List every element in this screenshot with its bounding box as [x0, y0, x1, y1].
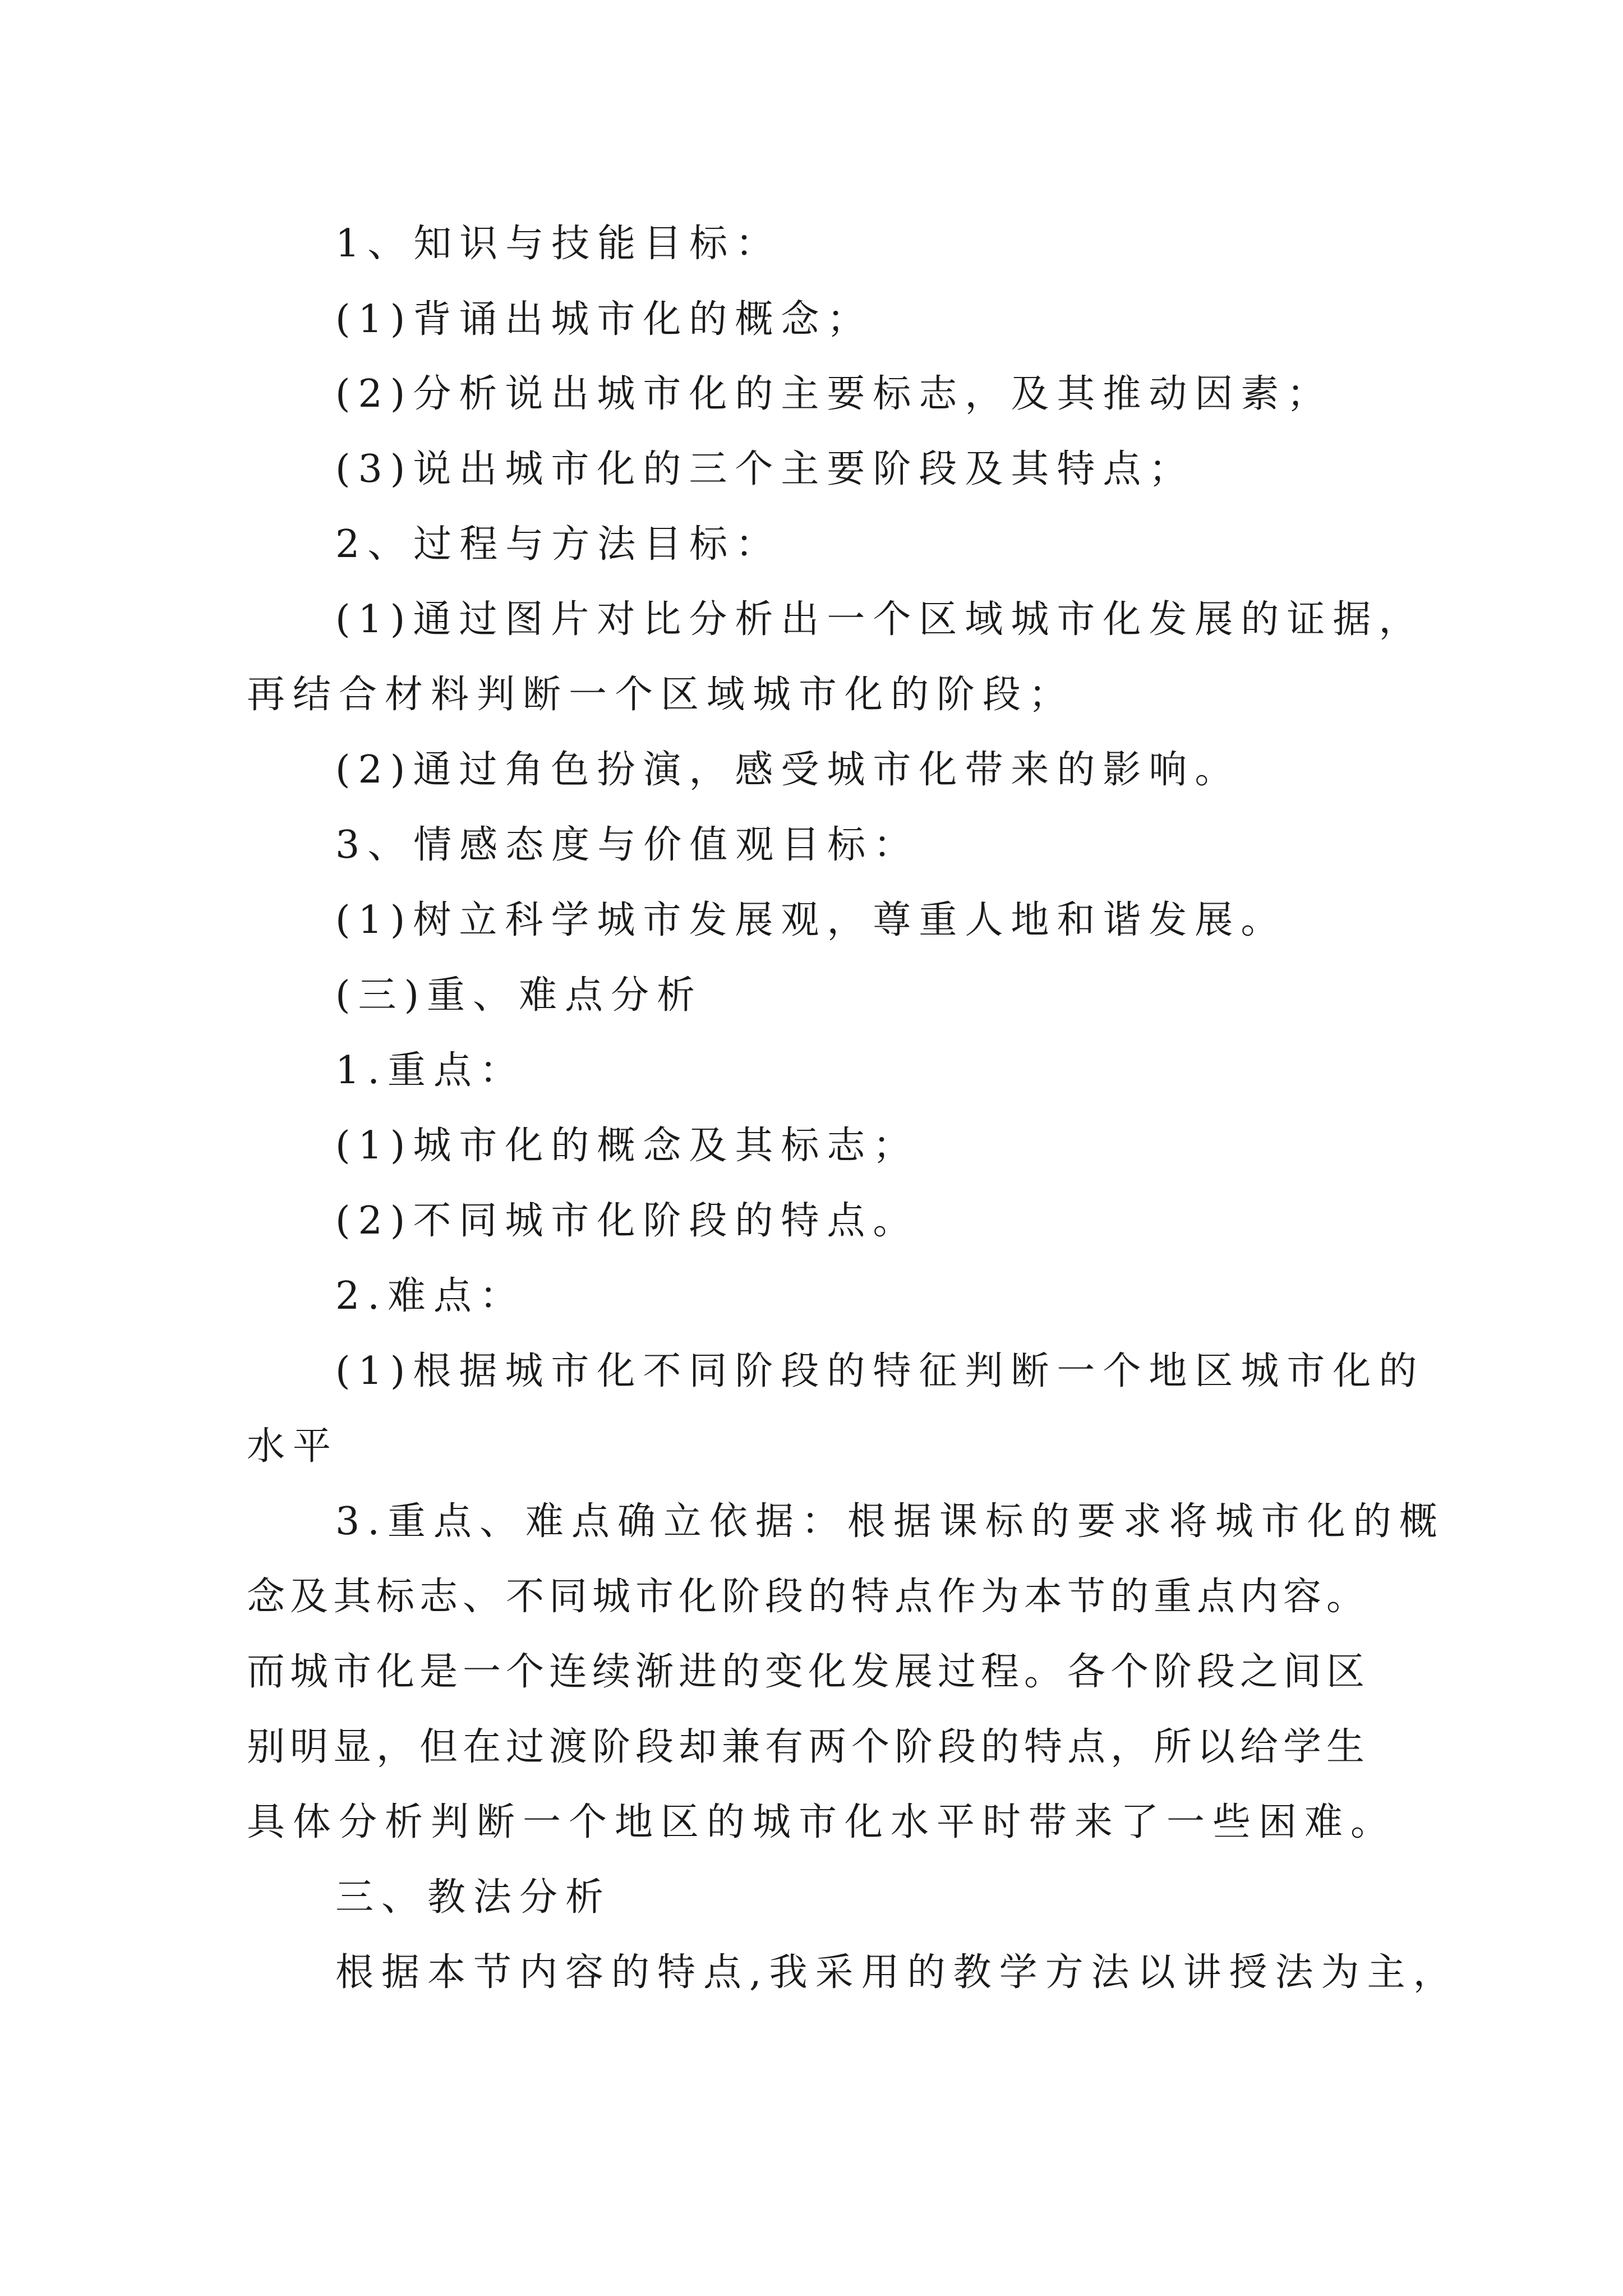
difficult-point-1: (1)根据城市化不同阶段的特征判断一个地区城市化的 — [335, 1349, 1425, 1393]
difficult-point-1-continued: 水平 — [247, 1424, 339, 1469]
key-points-heading: 1.重点： — [335, 1048, 525, 1093]
process-item-1: (1)通过图片对比分析出一个区域城市化发展的证据， — [335, 597, 1425, 642]
objective-knowledge-heading: 1、知识与技能目标： — [335, 222, 782, 266]
objective-item-1: (1)背诵出城市化的概念； — [335, 297, 873, 342]
key-difficult-section-heading: (三)重、难点分析 — [335, 973, 703, 1018]
key-point-2: (2)不同城市化阶段的特点。 — [335, 1199, 919, 1243]
objective-item-2: (2)分析说出城市化的主要标志，及其推动因素； — [335, 372, 1333, 416]
process-item-2: (2)通过角色扮演，感受城市化带来的影响。 — [335, 748, 1241, 792]
objective-item-3: (3)说出城市化的三个主要阶段及其特点； — [335, 447, 1195, 491]
basis-paragraph-line-4: 别明显，但在过渡阶段却兼有两个阶段的特点，所以给学生 — [247, 1725, 1370, 1769]
basis-paragraph-line-3: 而城市化是一个连续渐进的变化发展过程。各个阶段之间区 — [247, 1650, 1370, 1694]
teaching-method-heading: 三、教法分析 — [335, 1875, 612, 1920]
basis-paragraph-line-2: 念及其标志、不同城市化阶段的特点作为本节的重点内容。 — [247, 1575, 1370, 1619]
process-item-1-continued: 再结合材料判断一个区域城市化的阶段； — [247, 673, 1075, 717]
objective-process-heading: 2、过程与方法目标： — [335, 522, 782, 567]
attitude-item-1: (1)树立科学城市发展观，尊重人地和谐发展。 — [335, 898, 1287, 942]
teaching-method-paragraph-line-1: 根据本节内容的特点,我采用的教学方法以讲授法为主， — [335, 1950, 1459, 1995]
basis-paragraph-line-1: 3.重点、难点确立依据：根据课标的要求将城市化的概 — [335, 1499, 1445, 1544]
basis-paragraph-line-5: 具体分析判断一个地区的城市化水平时带来了一些困难。 — [247, 1800, 1397, 1844]
difficult-points-heading: 2.难点： — [335, 1274, 525, 1318]
key-point-1: (1)城市化的概念及其标志； — [335, 1124, 919, 1168]
objective-attitude-heading: 3、情感态度与价值观目标： — [335, 823, 920, 867]
